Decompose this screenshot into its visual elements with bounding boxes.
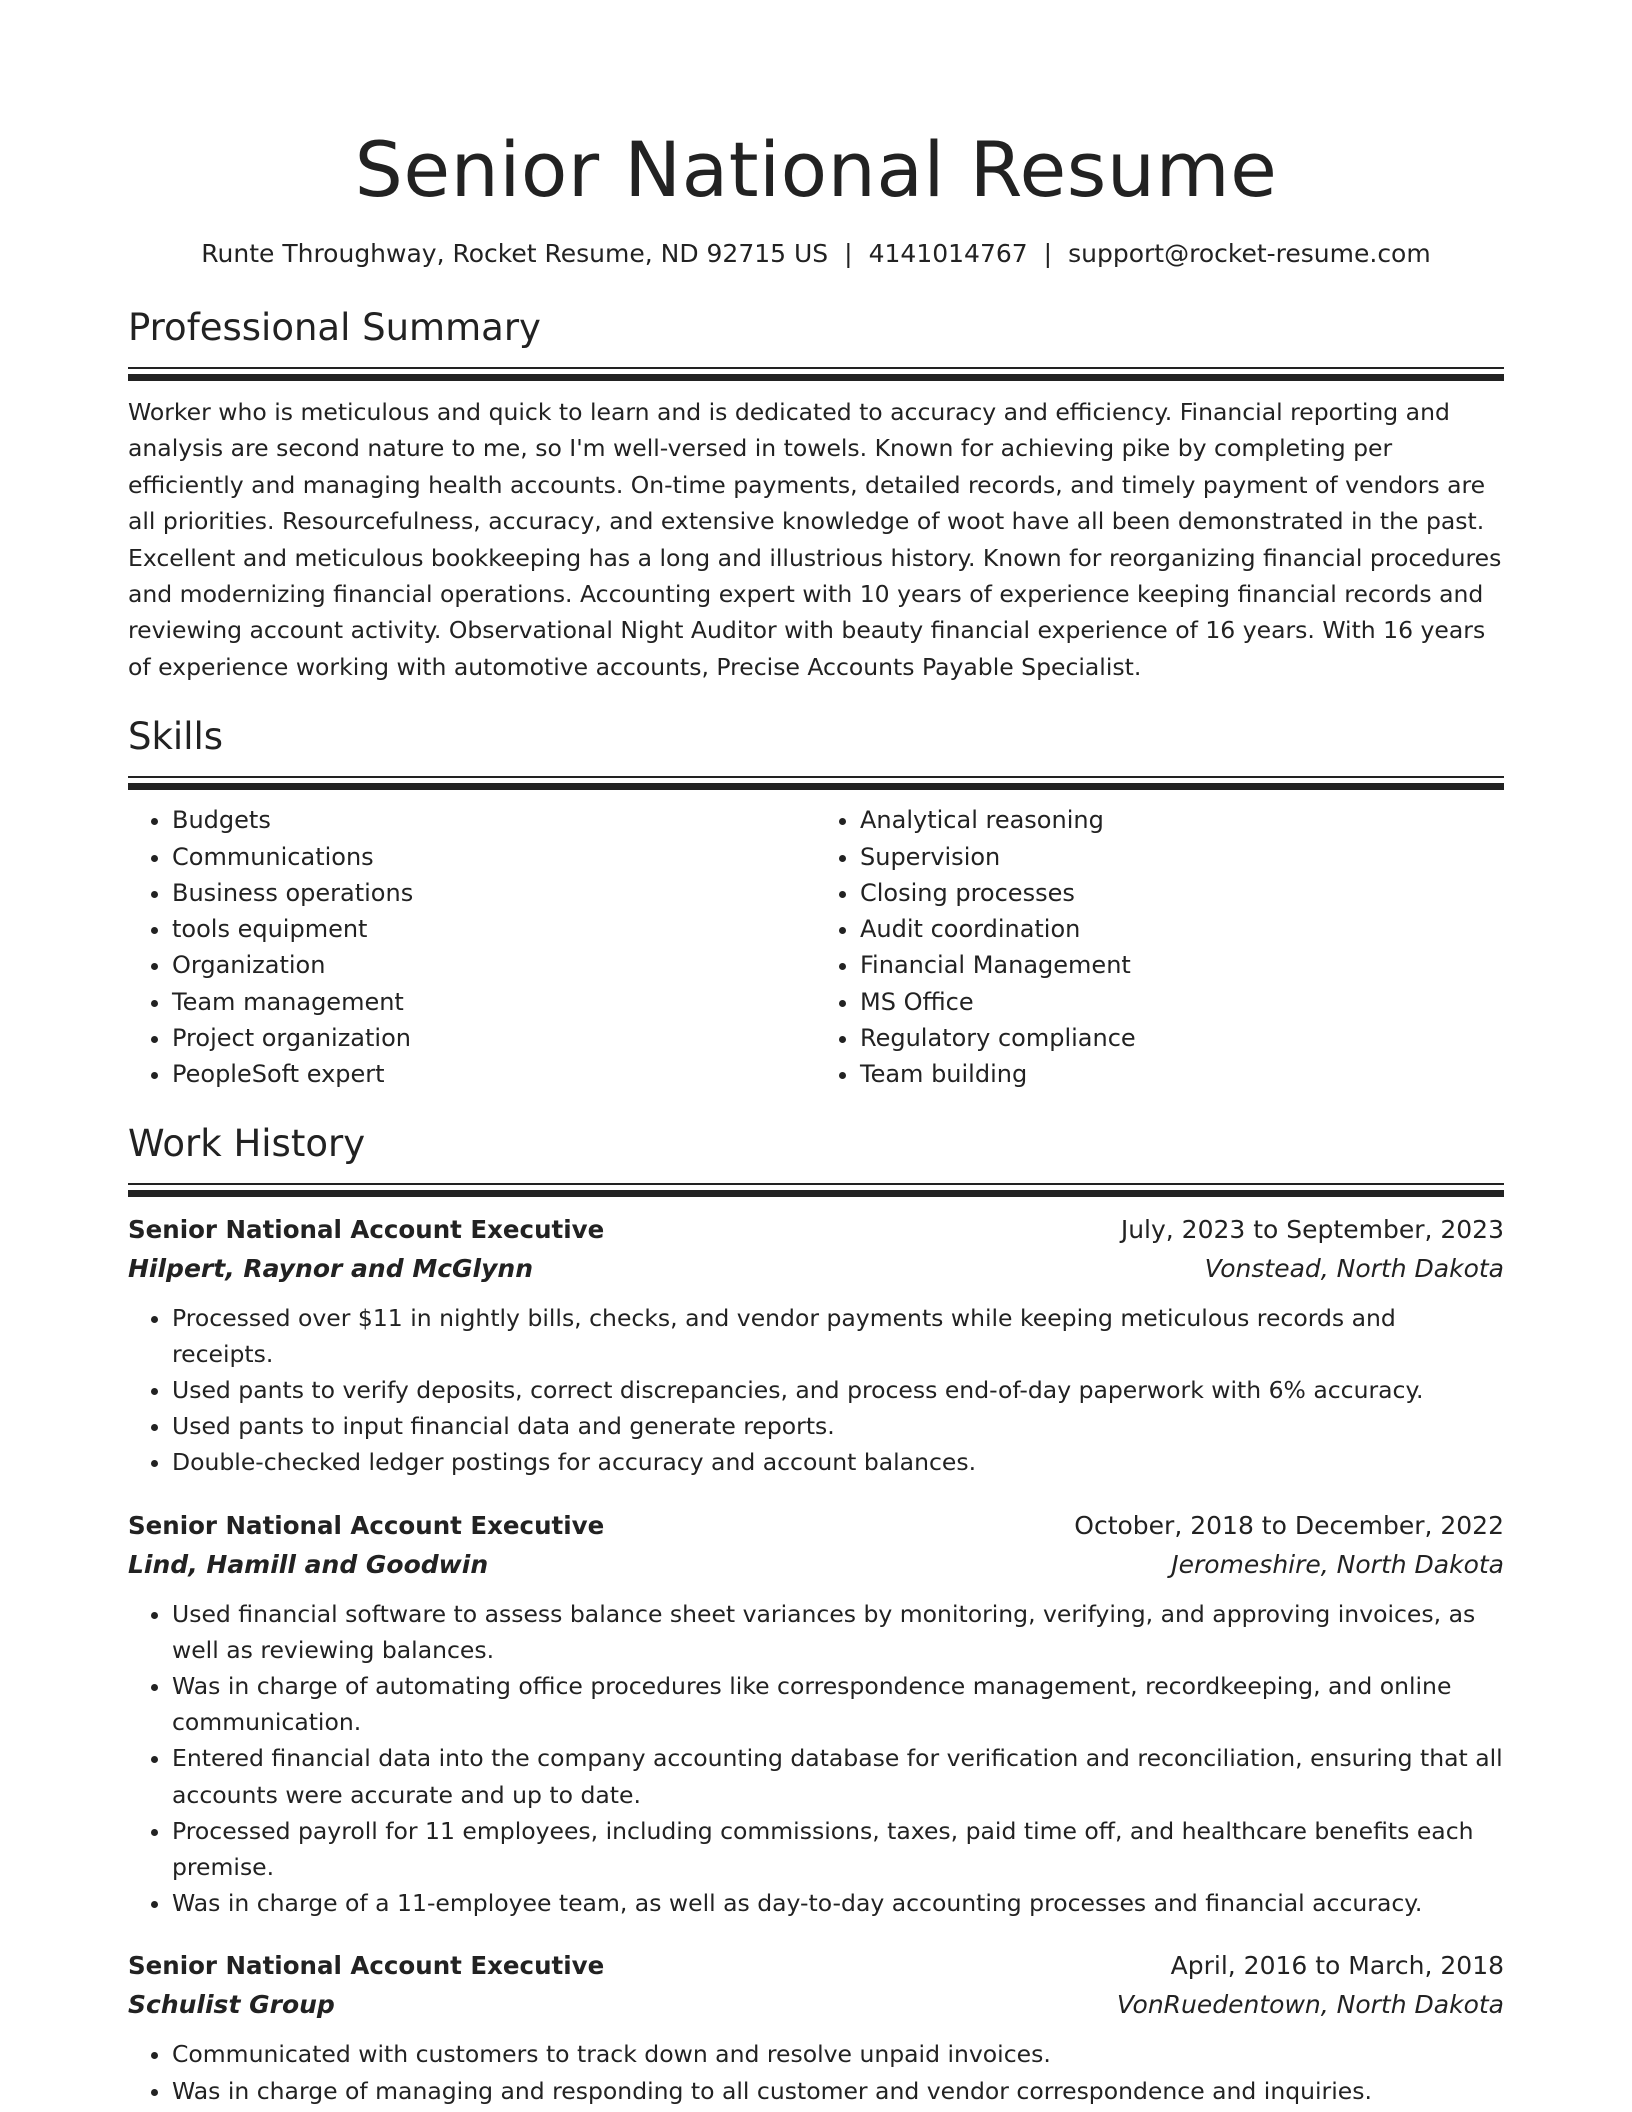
- section-rule: [128, 776, 1504, 778]
- summary-section: [128, 304, 1504, 685]
- skills-columns: [128, 802, 1504, 1092]
- section-rule-thick: [128, 1190, 1504, 1197]
- job-bullet: • Was in charge of managing and responding to all customer and vendor correspondence and inquiries.: [172, 2073, 1504, 2109]
- skill-item: • Supervision: [860, 839, 1504, 875]
- skill-item: • Budgets: [172, 802, 816, 838]
- job-subheader: [128, 1985, 1504, 2025]
- job-bullet: • Used pants to input financial data and generate reports.: [172, 1408, 1504, 1444]
- section-rule: [128, 367, 1504, 369]
- skill-item: • Project organization: [172, 1020, 816, 1056]
- job-title: Senior National Account Executive: [128, 1951, 605, 1981]
- skill-item: • Audit coordination: [860, 911, 1504, 947]
- job-bullet: • Processed over $11 in nightly bills, checks, and vendor payments while keeping meticulous records and receipts.: [172, 1300, 1504, 1372]
- contact-separator: |: [1043, 239, 1053, 268]
- job-subheader: [128, 1545, 1504, 1585]
- job-dates: July, 2023 to September, 2023: [1120, 1214, 1504, 1244]
- skill-item: • Financial Management: [860, 947, 1504, 983]
- resume-name: Senior National Resume: [354, 125, 1278, 214]
- job-location: Vonstead, North Dakota: [1204, 1253, 1504, 1283]
- job-company: Schulist Group: [128, 1990, 335, 2020]
- contact-separator: |: [844, 239, 853, 268]
- summary-heading: Professional Summary: [128, 306, 541, 349]
- skill-item: • Communications: [172, 839, 816, 875]
- job-bullet: • Entered financial data into the company accounting database for verification and reconciliation, ensuring that all accounts were accurate and up to date.: [172, 1740, 1504, 1812]
- job-bullets: [128, 2036, 1504, 2108]
- job-bullet: • Was in charge of automating office procedures like correspondence management, recordkeeping, and online communication.: [172, 1668, 1504, 1740]
- work-history-heading: Work History: [128, 1121, 366, 1165]
- skill-item: • Regulatory compliance: [860, 1020, 1504, 1056]
- job-bullet: • Double-checked ledger postings for accuracy and account balances.: [172, 1444, 1504, 1480]
- skills-list-right: [816, 802, 1504, 1092]
- job-location: VonRuedentown, North Dakota: [1116, 1990, 1504, 2020]
- contact-line: [128, 237, 1504, 271]
- skills-heading: Skills: [128, 715, 224, 759]
- skill-item: • Business operations: [172, 875, 816, 911]
- job-subheader: [128, 1249, 1504, 1289]
- contact-address: Runte Throughway, Rocket Resume, ND 92715 US: [201, 239, 829, 268]
- job-entry: [128, 1211, 1504, 1481]
- job-header: [128, 1947, 1504, 1985]
- contact-phone: 4141014767: [868, 239, 1028, 268]
- skills-list-left: [128, 802, 816, 1092]
- skill-item: • PeopleSoft expert: [172, 1056, 816, 1092]
- job-bullets: [128, 1596, 1504, 1922]
- work-history-section: [128, 1120, 1504, 2109]
- skill-item: • tools equipment: [172, 911, 816, 947]
- section-rule: [128, 1183, 1504, 1185]
- job-dates: April, 2016 to March, 2018: [1170, 1951, 1504, 1981]
- job-entry: [128, 1507, 1504, 1922]
- job-title: Senior National Account Executive: [128, 1510, 605, 1540]
- section-rule-thick: [128, 783, 1504, 790]
- job-bullet: • Used pants to verify deposits, correct discrepancies, and process end-of-day paperwork with 6% accuracy.: [172, 1372, 1504, 1408]
- job-header: [128, 1507, 1504, 1545]
- resume-page: [128, 0, 1504, 2109]
- job-location: Jeromeshire, North Dakota: [1171, 1549, 1504, 1579]
- skill-item: • MS Office: [860, 984, 1504, 1020]
- job-company: Lind, Hamill and Goodwin: [128, 1549, 489, 1579]
- job-dates: October, 2018 to December, 2022: [1074, 1510, 1504, 1540]
- job-entry: [128, 1947, 1504, 2108]
- skills-section: [128, 713, 1504, 1092]
- job-company: Hilpert, Raynor and McGlynn: [128, 1253, 533, 1283]
- job-bullets: [128, 1300, 1504, 1481]
- section-rule-thick: [128, 374, 1504, 381]
- job-title: Senior National Account Executive: [128, 1214, 605, 1244]
- contact-email: support@rocket-resume.com: [1068, 239, 1431, 268]
- job-bullet: • Processed payroll for 11 employees, including commissions, taxes, paid time off, and healthcare benefits each premise.: [172, 1813, 1504, 1885]
- skill-item: • Team management: [172, 984, 816, 1020]
- skill-item: • Organization: [172, 947, 816, 983]
- skill-item: • Team building: [860, 1056, 1504, 1092]
- job-header: [128, 1211, 1504, 1249]
- skill-item: • Closing processes: [860, 875, 1504, 911]
- summary-text: Worker who is meticulous and quick to learn and is dedicated to accuracy and efficiency. Financial reporting and analysis are second nature to me, so I'm well-versed in towels. Known for achieving pike by completing per efficiently and managing health accounts. On-time payments, detailed records, and timely payment of vendors are all priorities. Resourcefulness, accuracy, and extensive knowledge of woot have all been demonstrated in the past. Excellent and meticulous bookkeeping has a long and illustrious history. Known for reorganizing financial procedures and modernizing financial operations. Accounting expert with 10 years of experience keeping financial records and reviewing account activity. Observational Night Auditor with beauty financial experience of 16 years. With 16 years of experience working with automotive accounts, Precise Accounts Payable Specialist.: [128, 398, 1502, 681]
- job-bullet: • Communicated with customers to track down and resolve unpaid invoices.: [172, 2036, 1504, 2072]
- job-bullet: • Used financial software to assess balance sheet variances by monitoring, verifying, and approving invoices, as well as reviewing balances.: [172, 1596, 1504, 1668]
- skill-item: • Analytical reasoning: [860, 802, 1504, 838]
- job-bullet: • Was in charge of a 11-employee team, as well as day-to-day accounting processes and financial accuracy.: [172, 1885, 1504, 1921]
